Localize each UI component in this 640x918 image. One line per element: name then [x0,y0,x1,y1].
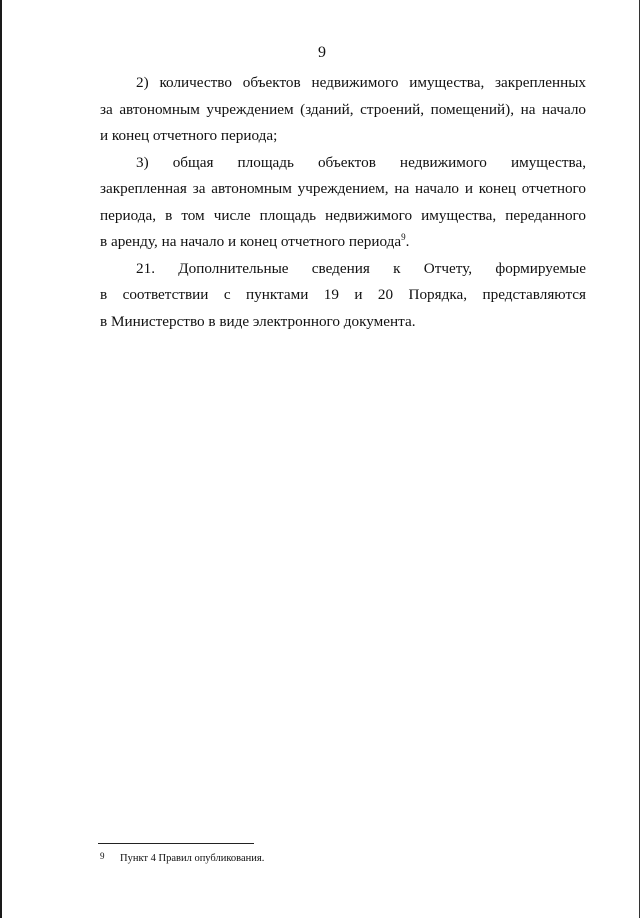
sentence-end: . [405,233,410,250]
text-line: закрепленная за автономным учреждением, на начало и конец отчетного [100,180,586,197]
text-line: 2) количество объектов недвижимого имущества, закрепленных [136,74,586,91]
footnote-reference[interactable]: 9 [401,231,406,242]
paragraph-item-21 [100,256,586,336]
page-number: 9 [318,44,326,61]
text-line-content: в аренду, на начало и конец отчетного периода [100,233,402,250]
text-line: периода, в том числе площадь недвижимого имущества, переданного [100,206,586,224]
body-text [100,70,586,335]
text-line: и конец отчетного периода; [100,127,278,144]
text-line [100,229,586,256]
footnote-separator [98,843,254,844]
text-line: в Министерство в виде электронного документа. [100,312,416,330]
text-line: в соответствии с пунктами 19 и 20 Порядка, представляются [100,286,586,303]
footnote [100,849,264,866]
paragraph-item-2 [100,70,586,150]
text-line: 21. Дополнительные сведения к Отчету, формируемые [136,259,586,277]
footnote-mark: 9 [100,851,105,861]
paragraph-item-3 [100,150,586,256]
text-line: за автономным учреждением (зданий, строений, помещений), на начало [100,100,586,118]
footnote-text: Пункт 4 Правил опубликования. [120,853,265,864]
text-line: 3) общая площадь объектов недвижимого имущества, [136,153,586,171]
